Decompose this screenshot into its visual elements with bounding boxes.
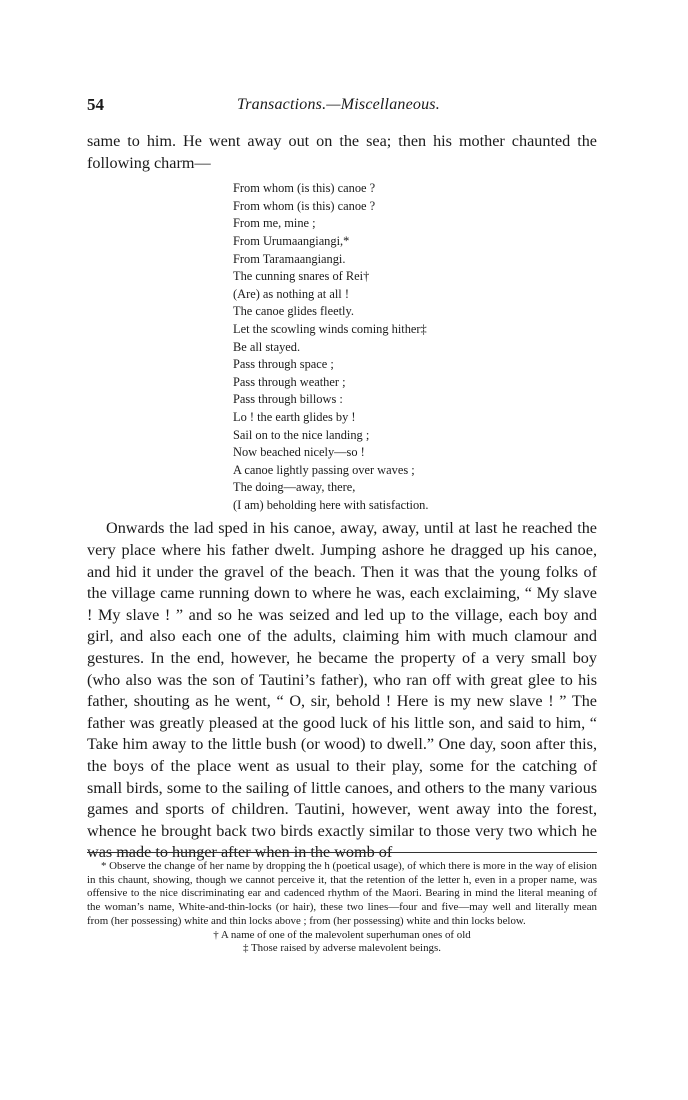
verse-line: From Urumaangiangi,* [233,233,350,248]
verse-line: The canoe glides fleetly. [233,304,354,319]
verse-line: A canoe lightly passing over waves ; [233,462,415,477]
verse-line: Sail on to the nice landing ; [233,427,370,442]
running-title: Transactions.—Miscellaneous. [237,96,440,113]
main-paragraph: Onwards the lad sped in his canoe, away, away, until at last he reached the very place where his father dwelt. Jumping ashore he dragged up his canoe, and hid it under the gravel of the beach. Then it was that the young folks of the village came running down to where he was, each exclaiming, “ My slave ! My slave ! ” and so he was seized and led up to the village, each boy and girl, and also each one of the adults, claiming him with much clamour and gestures. In the end, however, he became the property of a very small boy (who also was the son of Tautini’s father), who ran off with great glee to his father, shouting as he went, “ O, sir, behold ! Here is my new slave ! ” The father was greatly pleased at the good luck of his little son, and said to him, “ Take him away to the little bush (or wood) to dwell.” One day, soon after this, the boys of the place went as usual to their play, some for the catching of small birds, some to the sailing of little canoes, and others to the many various games and sports of children. Tautini, however, went away into the forest, whence he brought back two birds exactly similar to those very two which he was made to hunger after when in the womb of [87,519,597,862]
verse-line: Pass through billows : [233,392,343,407]
verse-line: From Taramaangiangi. [233,251,346,266]
verse-line: Pass through weather ; [233,374,346,389]
verse-line: The doing—away, there, [233,480,356,495]
verse-line: From me, mine ; [233,216,316,231]
footnote-divider [87,852,597,853]
verse-line: Be all stayed. [233,339,301,354]
verse-line: The cunning snares of Rei† [233,269,370,284]
page-header [87,95,597,117]
charm-verse [233,180,597,514]
verse-line: From whom (is this) canoe ? [233,181,376,196]
page-number: 54 [87,95,104,114]
verse-line: Now beached nicely—so ! [233,445,365,460]
footnote-double-dagger: ‡ Those raised by adverse malevolent beings. [243,942,441,955]
body-text [87,131,597,864]
verse-line: Lo ! the earth glides by ! [233,409,356,424]
intro-paragraph: same to him. He went away out on the sea; then his mother chaunted the following charm— [87,132,597,172]
verse-line: (I am) beholding here with satisfaction. [233,497,429,512]
verse-line: (Are) as nothing at all ! [233,286,349,301]
footnotes [87,860,597,956]
verse-line: Let the scowling winds coming hither‡ [233,321,427,336]
verse-line: Pass through space ; [233,357,334,372]
footnote-star: * Observe the change of her name by dropping the h (poetical usage), of which there is more in the way of elision in this chaunt, showing, though we cannot perceive it, that the retention of the letter h, even in a proper name, was offensive to the nice discriminating ear and cadenced rhythm of the Maori. Bearing in mind the literal meaning of the woman’s name, White-and-thin-locks (or hair), these two lines—four and five—may well and literally mean from (her possessing) white and thin locks above ; from (her possessing) white and thin locks below. [87,860,597,927]
verse-line: From whom (is this) canoe ? [233,198,376,213]
footnote-dagger: † A name of one of the malevolent superhuman ones of old [213,928,471,941]
